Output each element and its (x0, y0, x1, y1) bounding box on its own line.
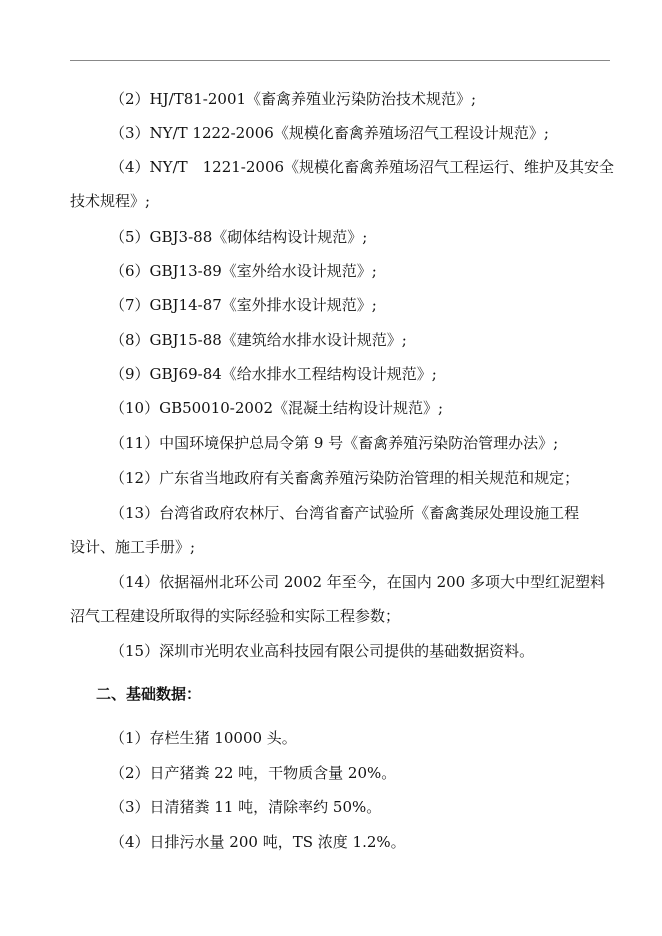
basic-data-item-4: （4）日排污水量 200 吨，TS 浓度 1.2%。 (110, 833, 406, 851)
basic-data-item-3: （3）日清猪粪 11 吨，清除率约 50%。 (110, 798, 382, 816)
reference-item-15: （15）深圳市光明农业高科技园有限公司提供的基础数据资料。 (110, 642, 535, 660)
reference-item-3: （3）NY/T 1222-2006《规模化畜禽养殖场沼气工程设计规范》; (110, 124, 549, 142)
reference-item-9: （9）GBJ69-84《给水排水工程结构设计规范》; (110, 365, 437, 383)
reference-item-4: （4）NY/T 1221-2006《规模化畜禽养殖场沼气工程运行、维护及其安全 (110, 158, 615, 176)
reference-item-5: （5）GBJ3-88《砌体结构设计规范》; (110, 228, 368, 246)
reference-item-14-continued: 沼气工程建设所取得的实际经验和实际工程参数； (70, 607, 401, 625)
reference-item-6: （6）GBJ13-89《室外给水设计规范》; (110, 262, 377, 280)
reference-item-13: （13）台湾省政府农林厅、台湾省畜产试验所《畜禽粪尿处理设施工程 (110, 504, 580, 522)
basic-data-item-1: （1）存栏生猪 10000 头。 (110, 729, 297, 747)
reference-item-12: （12）广东省当地政府有关畜禽养殖污染防治管理的相关规范和规定； (110, 469, 580, 487)
reference-item-7: （7）GBJ14-87《室外排水设计规范》; (110, 296, 377, 314)
reference-item-13-continued: 设计、施工手册》; (70, 538, 196, 556)
reference-item-10: （10）GB50010-2002《混凝土结构设计规范》; (110, 399, 444, 417)
reference-item-11: （11）中国环境保护总局令第 9 号《畜禽养殖污染防治管理办法》; (110, 434, 559, 452)
reference-item-4-continued: 技术规程》; (70, 192, 151, 210)
reference-item-14: （14）依据福州北环公司 2002 年至今，在国内 200 多项大中型红泥塑料 (110, 573, 605, 591)
reference-item-2: （2）HJ/T81-2001《畜禽养殖业污染防治技术规范》; (110, 90, 477, 108)
reference-item-8: （8）GBJ15-88《建筑给水排水设计规范》; (110, 331, 407, 349)
header-rule (70, 60, 610, 61)
basic-data-item-2: （2）日产猪粪 22 吨，干物质含量 20%。 (110, 764, 397, 782)
section-heading: 二、基础数据： (96, 685, 202, 703)
